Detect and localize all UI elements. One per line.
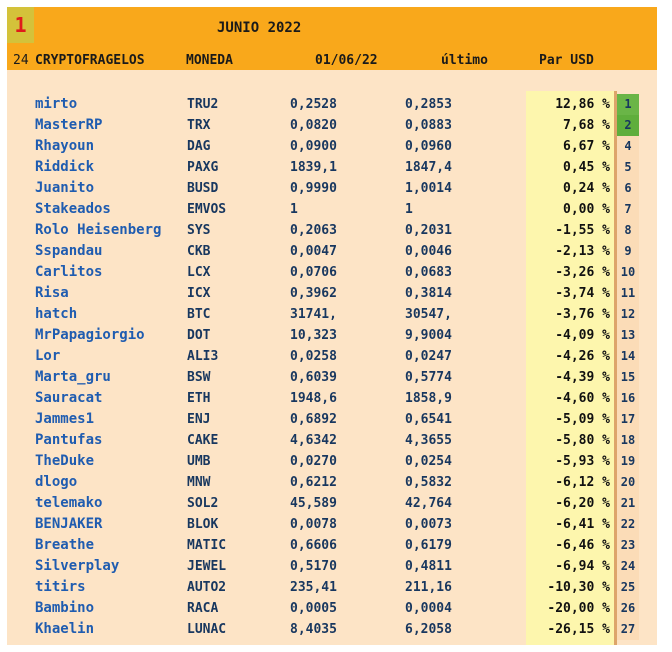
last-price: 0,2853: [405, 97, 452, 112]
coin-symbol: SYS: [187, 223, 211, 238]
participant-name: dlogo: [35, 474, 78, 490]
rank-number: 21: [617, 493, 639, 514]
percent-change: -3,26 %: [555, 265, 610, 280]
last-price: 0,0960: [405, 139, 452, 154]
last-price: 4,3655: [405, 433, 452, 448]
participant-name: Bambino: [35, 600, 95, 616]
start-price: 235,41: [290, 580, 337, 595]
column-header-pair-usd: Par USD: [539, 53, 594, 68]
coin-symbol: BTC: [187, 307, 211, 322]
table-row: [7, 430, 657, 451]
percent-change: -5,80 %: [555, 433, 610, 448]
table-row: [7, 514, 657, 535]
rank-number: 22: [617, 514, 639, 535]
table-row: [7, 619, 657, 640]
coin-symbol: DOT: [187, 328, 211, 343]
percent-change: 6,67 %: [563, 139, 610, 154]
table-row: [7, 136, 657, 157]
table-row: [7, 556, 657, 577]
participant-name: MrPapagiorgio: [35, 327, 145, 343]
percent-change: 12,86 %: [555, 97, 610, 112]
table-row: [7, 388, 657, 409]
coin-symbol: RACA: [187, 601, 219, 616]
percent-change: -10,30 %: [547, 580, 610, 595]
percent-change: 0,24 %: [563, 181, 610, 196]
coin-symbol: UMB: [187, 454, 211, 469]
participant-name: Stakeados: [35, 201, 111, 217]
table-row: [7, 409, 657, 430]
start-price: 0,0270: [290, 454, 337, 469]
rank-number: 6: [617, 178, 639, 199]
start-price: 0,0005: [290, 601, 337, 616]
table-row: [7, 346, 657, 367]
table-row: [7, 178, 657, 199]
coin-symbol: PAXG: [187, 160, 219, 175]
rank-number: 26: [617, 598, 639, 619]
last-price: 42,764: [405, 496, 452, 511]
start-price: 31741,: [290, 307, 337, 322]
participant-name: Juanito: [35, 180, 95, 196]
rank-number: 7: [617, 199, 639, 220]
coin-symbol: TRX: [187, 118, 211, 133]
table-row: [7, 262, 657, 283]
table-row: [7, 157, 657, 178]
table-row: [7, 451, 657, 472]
coin-symbol: MATIC: [187, 538, 227, 553]
rank-number: 13: [617, 325, 639, 346]
percent-change: -20,00 %: [547, 601, 610, 616]
participant-name: Sauracat: [35, 390, 103, 406]
group-name: CRYPTOFRAGELOS: [35, 53, 145, 68]
ranking-sheet: [7, 7, 657, 645]
rank-number: 9: [617, 241, 639, 262]
coin-symbol: LCX: [187, 265, 211, 280]
participant-name: Rolo Heisenberg: [35, 222, 162, 238]
start-price: 0,6892: [290, 412, 337, 427]
percent-change: -1,55 %: [555, 223, 610, 238]
participant-name: TheDuke: [35, 453, 95, 469]
participant-name: Silverplay: [35, 558, 120, 574]
percent-change: -4,60 %: [555, 391, 610, 406]
start-price: 0,2063: [290, 223, 337, 238]
last-price: 0,0883: [405, 118, 452, 133]
rank-number: 27: [617, 619, 639, 640]
last-price: 1847,4: [405, 160, 452, 175]
percent-change: -3,74 %: [555, 286, 610, 301]
percent-change: -4,09 %: [555, 328, 610, 343]
start-price: 0,0820: [290, 118, 337, 133]
rank-number: 4: [617, 136, 639, 157]
last-price: 0,2031: [405, 223, 452, 238]
percent-change: -6,94 %: [555, 559, 610, 574]
rank-number: 8: [617, 220, 639, 241]
rank-number: 15: [617, 367, 639, 388]
start-price: 45,589: [290, 496, 337, 511]
start-price: 1948,6: [290, 391, 337, 406]
start-price: 0,0047: [290, 244, 337, 259]
coin-symbol: EMVOS: [187, 202, 227, 217]
table-row: [7, 367, 657, 388]
coin-symbol: BLOK: [187, 517, 219, 532]
participant-name: Pantufas: [35, 432, 103, 448]
table-row: [7, 241, 657, 262]
start-price: 0,9990: [290, 181, 337, 196]
table-row: [7, 115, 657, 136]
participant-count: 24: [13, 53, 29, 68]
start-price: 8,4035: [290, 622, 337, 637]
start-price: 4,6342: [290, 433, 337, 448]
rank-indicator: 1: [7, 7, 34, 43]
last-price: 1858,9: [405, 391, 452, 406]
percent-change: 7,68 %: [563, 118, 610, 133]
last-price: 0,0683: [405, 265, 452, 280]
start-price: 0,0900: [290, 139, 337, 154]
start-price: 0,6039: [290, 370, 337, 385]
header-banner: [7, 7, 657, 70]
table-row: [7, 94, 657, 115]
percent-change: -3,76 %: [555, 307, 610, 322]
start-price: 0,0258: [290, 349, 337, 364]
last-price: 0,0254: [405, 454, 452, 469]
start-price: 0,6212: [290, 475, 337, 490]
rank-number: 19: [617, 451, 639, 472]
rank-number: 5: [617, 157, 639, 178]
last-price: 9,9004: [405, 328, 452, 343]
percent-change: -26,15 %: [547, 622, 610, 637]
last-price: 0,3814: [405, 286, 452, 301]
last-price: 30547,: [405, 307, 452, 322]
participant-name: Lor: [35, 348, 61, 364]
last-price: 0,0073: [405, 517, 452, 532]
last-price: 0,0247: [405, 349, 452, 364]
start-price: 0,0706: [290, 265, 337, 280]
percent-change: -5,09 %: [555, 412, 610, 427]
last-price: 211,16: [405, 580, 452, 595]
participant-name: mirto: [35, 96, 78, 112]
coin-symbol: SOL2: [187, 496, 219, 511]
participant-name: Riddick: [35, 159, 95, 175]
last-price: 0,6179: [405, 538, 452, 553]
coin-symbol: ALI3: [187, 349, 219, 364]
participant-name: Marta_gru: [35, 369, 111, 385]
coin-symbol: MNW: [187, 475, 211, 490]
coin-symbol: BUSD: [187, 181, 219, 196]
participant-name: Sspandau: [35, 243, 103, 259]
rank-number: 17: [617, 409, 639, 430]
percent-change: -6,12 %: [555, 475, 610, 490]
participant-name: titirs: [35, 579, 86, 595]
participant-name: Jammes1: [35, 411, 95, 427]
column-header-coin: MONEDA: [186, 53, 233, 68]
participant-name: Rhayoun: [35, 138, 95, 154]
table-row: [7, 577, 657, 598]
percent-change: -4,26 %: [555, 349, 610, 364]
percent-change: -6,20 %: [555, 496, 610, 511]
coin-symbol: AUTO2: [187, 580, 227, 595]
start-price: 0,3962: [290, 286, 337, 301]
percent-change: -2,13 %: [555, 244, 610, 259]
coin-symbol: ICX: [187, 286, 211, 301]
participant-name: Breathe: [35, 537, 95, 553]
participant-name: Khaelin: [35, 621, 95, 637]
rank-number: 25: [617, 577, 639, 598]
last-price: 0,5832: [405, 475, 452, 490]
rank-number: 24: [617, 556, 639, 577]
last-price: 0,0046: [405, 244, 452, 259]
participant-name: Carlitos: [35, 264, 103, 280]
last-price: 1: [405, 202, 413, 217]
start-price: 1839,1: [290, 160, 337, 175]
table-row: [7, 535, 657, 556]
participant-name: telemako: [35, 495, 103, 511]
start-price: 0,0078: [290, 517, 337, 532]
rank-number: 16: [617, 388, 639, 409]
participant-name: Risa: [35, 285, 69, 301]
percent-change: -6,46 %: [555, 538, 610, 553]
coin-symbol: BSW: [187, 370, 211, 385]
percent-change: 0,00 %: [563, 202, 610, 217]
percent-change: -5,93 %: [555, 454, 610, 469]
rank-number: 23: [617, 535, 639, 556]
participant-name: hatch: [35, 306, 78, 322]
rank-number: 10: [617, 262, 639, 283]
rank-number: 14: [617, 346, 639, 367]
coin-symbol: LUNAC: [187, 622, 227, 637]
rank-number: 12: [617, 304, 639, 325]
table-row: [7, 220, 657, 241]
coin-symbol: CAKE: [187, 433, 219, 448]
table-row: [7, 283, 657, 304]
last-price: 6,2058: [405, 622, 452, 637]
table-row: [7, 493, 657, 514]
start-price: 0,2528: [290, 97, 337, 112]
rank-number: 1: [617, 94, 639, 115]
coin-symbol: ENJ: [187, 412, 211, 427]
start-price: 0,6606: [290, 538, 337, 553]
last-price: 0,4811: [405, 559, 452, 574]
table-row: [7, 472, 657, 493]
last-price: 0,5774: [405, 370, 452, 385]
table-row: [7, 598, 657, 619]
last-price: 0,6541: [405, 412, 452, 427]
coin-symbol: TRU2: [187, 97, 219, 112]
month-title: JUNIO 2022: [217, 20, 302, 36]
rank-number: 20: [617, 472, 639, 493]
start-price: 10,323: [290, 328, 337, 343]
percent-change: -4,39 %: [555, 370, 610, 385]
participant-name: BENJAKER: [35, 516, 103, 532]
table-row: [7, 325, 657, 346]
column-header-start-date: 01/06/22: [315, 53, 378, 68]
table-row: [7, 199, 657, 220]
percent-change: 0,45 %: [563, 160, 610, 175]
percent-change: -6,41 %: [555, 517, 610, 532]
column-header-last: último: [441, 53, 488, 68]
rank-number: 18: [617, 430, 639, 451]
last-price: 1,0014: [405, 181, 452, 196]
coin-symbol: DAG: [187, 139, 211, 154]
coin-symbol: JEWEL: [187, 559, 227, 574]
start-price: 0,5170: [290, 559, 337, 574]
rank-number: 2: [617, 115, 639, 136]
coin-symbol: ETH: [187, 391, 211, 406]
last-price: 0,0004: [405, 601, 452, 616]
coin-symbol: CKB: [187, 244, 211, 259]
rank-number: 11: [617, 283, 639, 304]
start-price: 1: [290, 202, 298, 217]
participant-name: MasterRP: [35, 117, 103, 133]
table-row: [7, 304, 657, 325]
